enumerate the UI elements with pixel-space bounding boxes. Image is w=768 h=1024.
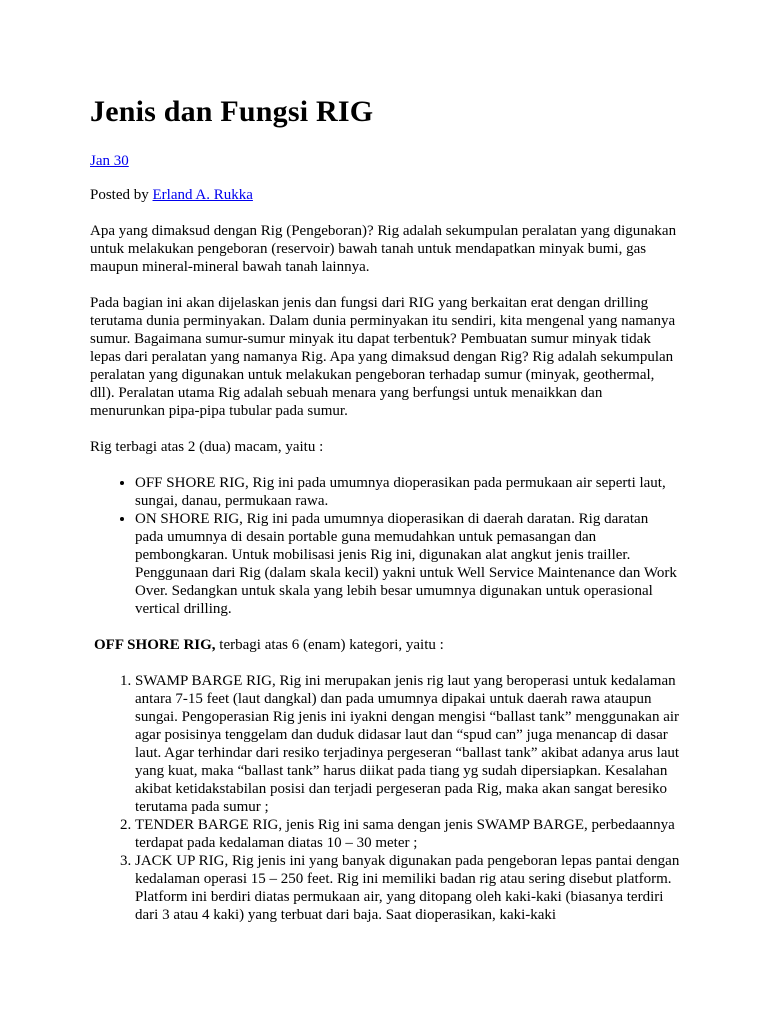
body-paragraph: Pada bagian ini akan dijelaskan jenis dan fungsi dari RIG yang berkaitan erat dengan drilling terutama dunia perminyakan. Dalam dunia perminyakan itu sendiri, kita mengenal yang namanya sumur. Bagaimana sumur-sumur minyak itu dapat terbentuk? Pembuatan sumur minyak tidak lepas dari peralatan yang namanya Rig. Apa yang dimaksud dengan Rig? Rig adalah sekumpulan peralatan yang digunakan untuk melakukan pengeboran terhadap sumur (minyak, geothermal, dll). Peralatan utama Rig adalah sebuah menara yang berfungsi untuk menaikkan dan menurunkan pipa-pipa tubular pada sumur. [90,295,676,419]
document-page [90,94,680,942]
offshore-categories-list [90,672,680,924]
posted-by-label: Posted by [90,187,153,203]
list-item: 1. SWAMP BARGE RIG, Rig ini merupakan jenis rig laut yang beroperasi untuk kedalaman antara 7-15 feet (laut dangkal) dan pada umumnya dipakai untuk daerah rawa ataupun sungai. Pengoperasian Rig jenis ini iyakni dengan mengisi “ballast tank” menggunakan air agar posisinya tenggelam dan duduk didasar laut dan “spud can” juga menancap di dasar laut. Agar terhindar dari resiko terjadinya pergeseran “ballast tank” akibat adanya arus laut yang kuat, maka “ballast tank” harus diikat pada tiang yg sudah dipersiapkan. Kesalahan akibat ketidakstabilan posisi dan terjadi pergeseran pada Rig, maka akan sangat beresiko terutama pada sumur ; [135,672,680,816]
list-item: • ON SHORE RIG, Rig ini pada umumnya dioperasikan di daerah daratan. Rig daratan pada umumnya di desain portable guna memudahkan untuk pemasangan dan pembongkaran. Untuk mobilisasi jenis Rig ini, digunakan alat angkut jenis trailler. Penggunaan dari Rig (dalam skala kecil) yakni untuk Well Service Maintenance dan Work Over. Sedangkan untuk skala yang lebih besar umumnya digunakan untuk operasional vertical drilling. [135,510,680,618]
offshore-heading-bold: OFF SHORE RIG, [94,637,216,653]
article-title: Jenis dan Fungsi RIG [90,95,374,128]
intro-paragraph: Apa yang dimaksud dengan Rig (Pengeboran)? Rig adalah sekumpulan peralatan yang digunakan untuk melakukan pengeboran (reservoir) bawah tanah untuk mendapatkan minyak bumi, gas maupun mineral-mineral bawah tanah lainnya. [90,223,677,275]
list-item: 3. JACK UP RIG, Rig jenis ini yang banyak digunakan pada pengeboran lepas pantai dengan kedalaman operasi 15 – 250 feet. Rig ini memiliki badan rig atau sering disebut platform. Platform ini berdiri diatas permukaan air, yang ditopang oleh kaki-kaki (biasanya terdiri dari 3 atau 4 kaki) yang terbuat dari baja. Saat dioperasikan, kaki-kaki [135,852,680,924]
post-date-link[interactable]: Jan 30 [90,153,129,169]
posted-by-line [90,186,680,204]
list-item: 2. TENDER BARGE RIG, jenis Rig ini sama dengan jenis SWAMP BARGE, perbedaannya terdapat pada kedalaman diatas 10 – 30 meter ; [135,816,680,852]
rig-types-intro: Rig terbagi atas 2 (dua) macam, yaitu : [90,439,324,455]
post-date [90,152,680,170]
list-item: • OFF SHORE RIG, Rig ini pada umumnya dioperasikan pada permukaan air seperti laut, sungai, danau, permukaan rawa. [135,474,680,510]
offshore-heading-rest: terbagi atas 6 (enam) kategori, yaitu : [215,637,444,653]
offshore-heading [94,636,680,654]
rig-types-list [90,474,680,618]
author-link[interactable]: Erland A. Rukka [152,187,253,203]
